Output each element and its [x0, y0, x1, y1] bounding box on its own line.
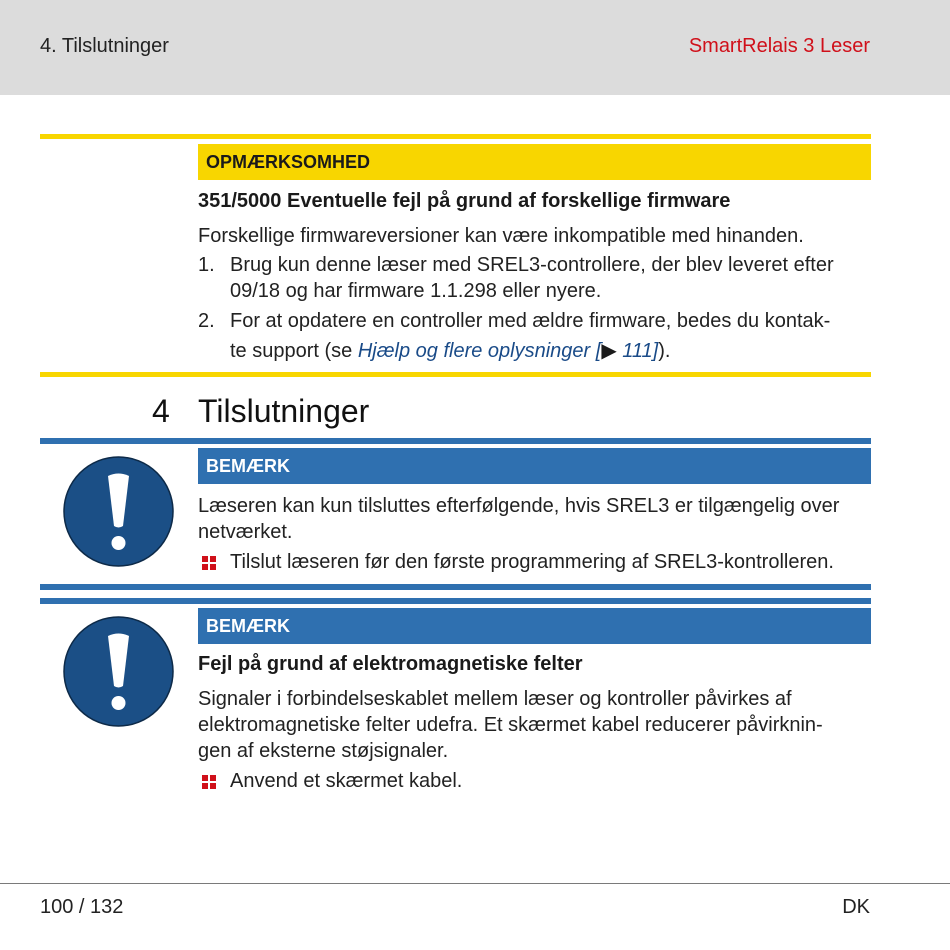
notice-2-subtitle: Fejl på grund af elektromagnetiske felter: [198, 653, 583, 675]
header-chapter: 4. Tilslutninger: [40, 35, 169, 57]
notice-2-title: BEMÆRK: [206, 616, 290, 636]
notice-2-text: [198, 686, 871, 764]
caution-bottom-rule: [40, 372, 871, 377]
footer-rule: [0, 883, 950, 884]
exclamation-circle-icon: [63, 456, 174, 567]
notice-1-title: BEMÆRK: [206, 456, 290, 476]
notice-2-title-bar: [198, 608, 871, 644]
notice-1-text-line2: netværket.: [198, 521, 293, 543]
notice-1-bullet: Tilslut læseren før den første programmering af SREL3-kontrolleren.: [230, 551, 834, 573]
caution-item-2: [230, 306, 871, 366]
caution-item-2-line1: For at opdatere en controller med ældre firmware, bedes du kontak-: [230, 310, 831, 332]
notice-2-top-rule: [40, 598, 871, 604]
action-square-icon: [202, 775, 216, 789]
notice-1-bottom-rule: [40, 584, 871, 590]
action-square-icon: [202, 556, 216, 570]
language-code: DK: [842, 896, 870, 918]
caution-subtitle: 351/5000 Eventuelle fejl på grund af forskellige firmware: [198, 190, 731, 212]
caution-item-2-suffix: ).: [658, 340, 671, 362]
caution-item-1-line1: Brug kun denne læser med SREL3-controllere, der blev leveret efter: [230, 254, 834, 276]
caution-item-1-line2: 09/18 og har firmware 1.1.298 eller nyere.: [230, 280, 602, 302]
caution-item-2-line2: [230, 336, 871, 366]
help-link-text: Hjælp og flere oplysninger [: [357, 340, 602, 362]
notice-1-top-rule: [40, 438, 871, 444]
caution-top-rule: [40, 134, 871, 139]
header-product: SmartRelais 3 Leser: [688, 35, 870, 57]
notice-2-text-line1: Signaler i forbindelseskablet mellem læser og kontroller påvirkes af: [198, 688, 792, 710]
caution-item-number-1: 1.: [198, 254, 215, 276]
caution-item-2-prefix: te support (se: [230, 340, 358, 362]
notice-2-text-line2: elektromagnetiske felter udefra. Et skærmet kabel reducerer påvirknin-: [198, 714, 823, 736]
caution-item-number-2: 2.: [198, 310, 215, 332]
caution-item-1: [230, 250, 871, 306]
caution-text: Forskellige firmwareversioner kan være inkompatible med hinanden.: [198, 225, 804, 247]
notice-1-title-bar: [198, 448, 871, 484]
page-arrow-icon: ▶: [601, 340, 617, 362]
caution-title: OPMÆRKSOMHED: [206, 152, 371, 172]
page-number: 100 / 132: [40, 896, 124, 918]
section-number: 4: [152, 393, 170, 429]
notice-1-text-line1: Læseren kan kun tilsluttes efterfølgende, hvis SREL3 er tilgængelig over: [198, 495, 840, 517]
notice-1-text: [198, 493, 871, 545]
caution-title-bar: [198, 144, 871, 180]
help-link[interactable]: [358, 340, 658, 362]
page-header: [0, 0, 950, 95]
section-title: Tilslutninger: [198, 393, 370, 429]
notice-2-bullet: Anvend et skærmet kabel.: [230, 770, 463, 792]
exclamation-circle-icon: [63, 616, 174, 727]
notice-2-text-line3: gen af eksterne støjsignaler.: [198, 740, 449, 762]
help-link-page: 111]: [616, 340, 659, 362]
